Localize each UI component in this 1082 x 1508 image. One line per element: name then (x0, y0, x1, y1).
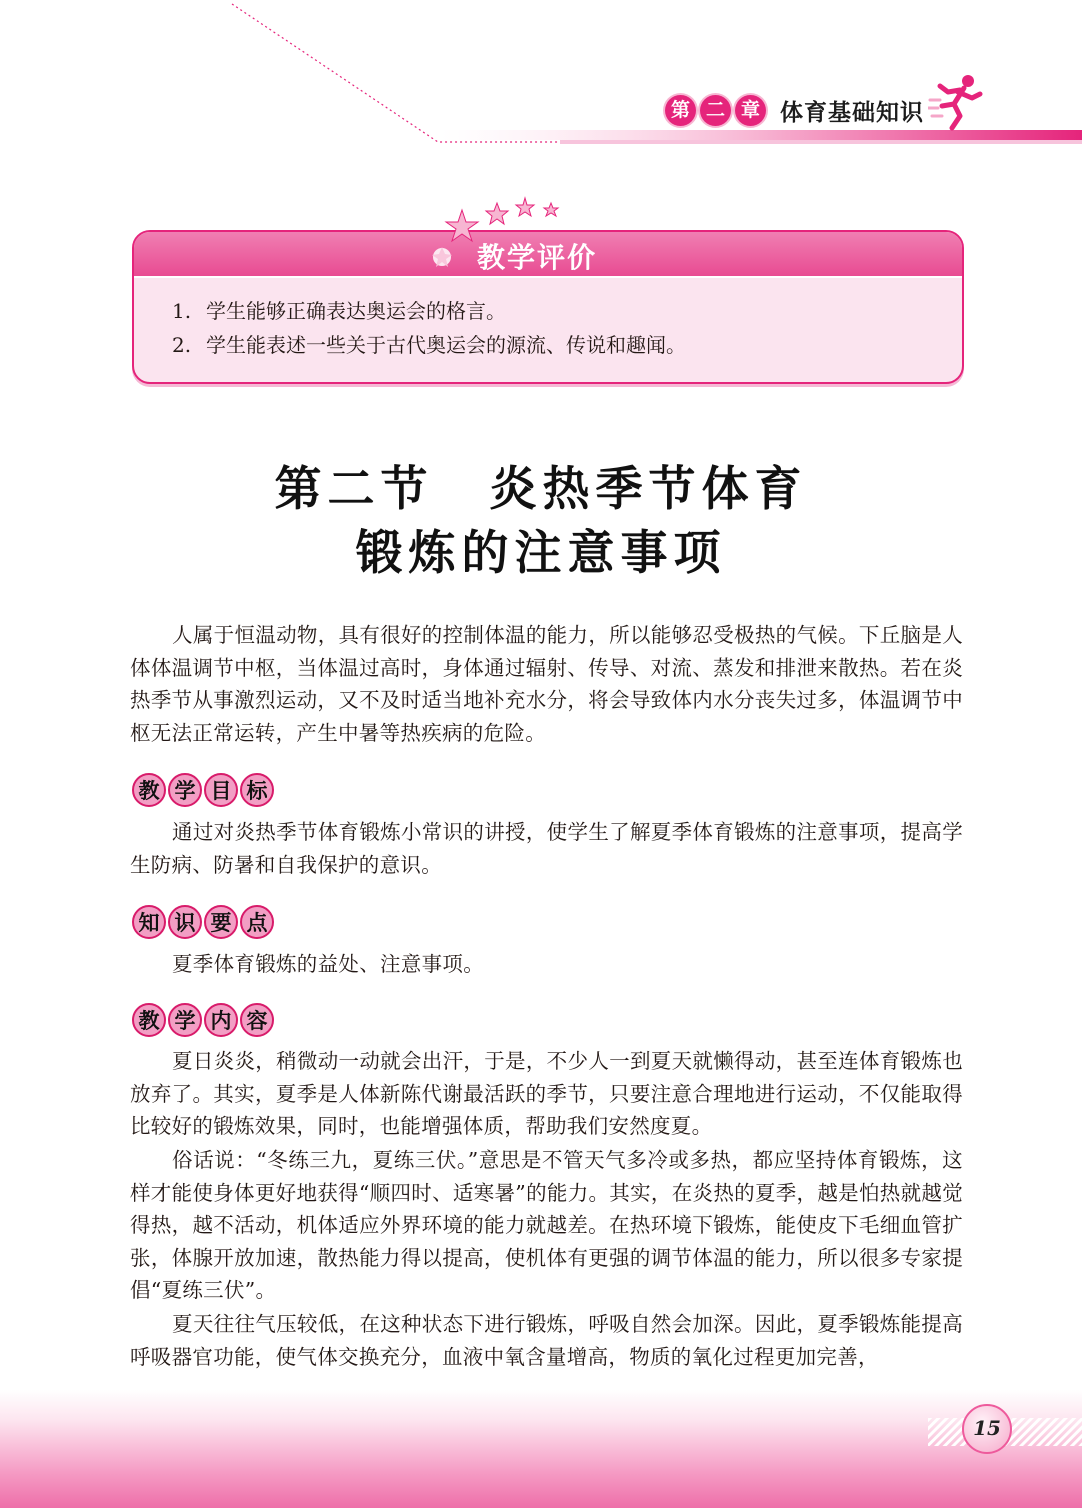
heading-char: 要 (204, 905, 238, 939)
item-number: 2. (172, 333, 192, 357)
chapter-char: 二 (700, 95, 731, 126)
evaluation-list (172, 294, 686, 362)
heading-char: 教 (132, 1003, 166, 1037)
chapter-title: 体育基础知识 (780, 99, 924, 126)
content-paragraph: 夏日炎炎，稍微动一动就会出汗，于是，不少人一到夏天就懒得动，甚至连体育锻炼也放弃了。其实，夏季是人体新陈代谢最活跃的季节，只要注意合理地进行运动，不仅能取得比较好的锻炼效果，同时，也能增强体质，帮助我们安然度夏。 (130, 1049, 963, 1138)
item-text: 学生能表述一些关于古代奥运会的源流、传说和趣闻。 (206, 333, 686, 357)
section-title-part: 炎热季节体育 (489, 462, 808, 517)
chapter-char: 第 (665, 95, 696, 126)
section-title (0, 458, 1082, 586)
item-text: 学生能够正确表达奥运会的格言。 (206, 299, 506, 323)
heading-char: 学 (168, 773, 202, 807)
chapter-header (665, 92, 924, 128)
goal-heading (132, 773, 274, 807)
runner-icon (928, 72, 988, 132)
intro-paragraph: 人属于恒温动物，具有很好的控制体温的能力，所以能够忍受极热的气候。下丘脑是人体体温调节中枢，当体温过高时，身体通过辐射、传导、对流、蒸发和排泄来散热。若在炎热季节从事激烈运动，又不及时适当地补充水分，将会导致体内水分丧失过多，体温调节中枢无法正常运转，产生中暑等热疾病的危险。 (130, 623, 963, 745)
heading-char: 容 (240, 1003, 274, 1037)
heading-char: 内 (204, 1003, 238, 1037)
heading-char: 点 (240, 905, 274, 939)
heading-char: 识 (168, 905, 202, 939)
evaluation-title: 教学评价 (477, 241, 598, 274)
heading-char: 学 (168, 1003, 202, 1037)
list-item (172, 294, 686, 328)
page-number: 15 (962, 1404, 1012, 1454)
keypoints-paragraph: 夏季体育锻炼的益处、注意事项。 (172, 952, 484, 976)
keypoints-heading (132, 905, 274, 939)
content-heading (132, 1003, 274, 1037)
footer-band (0, 1390, 1082, 1508)
heading-char: 教 (132, 773, 166, 807)
list-item (172, 328, 686, 362)
heading-char: 标 (240, 773, 274, 807)
goal-paragraph: 通过对炎热季节体育锻炼小常识的讲授，使学生了解夏季体育锻炼的注意事项，提高学生防病、防暑和自我保护的意识。 (130, 820, 963, 877)
content-paragraph: 俗话说：“冬练三九，夏练三伏。”意思是不管天气多冷或多热，都应坚持体育锻炼，这样才能使身体更好地获得“顺四时、适寒暑”的能力。其实，在炎热的夏季，越是怕热就越觉得热，越不活动，机体适应外界环境的能力就越差。在热环境下锻炼，能使皮下毛细血管扩张，体腺开放加速，散热能力得以提高，使机体有更强的调节体温的能力，所以很多专家提倡“夏练三伏”。 (130, 1148, 963, 1302)
heading-char: 知 (132, 905, 166, 939)
section-title-line1 (0, 458, 1082, 522)
chapter-char: 章 (735, 95, 766, 126)
content-paragraph: 夏天往往气压较低，在这种状态下进行锻炼，呼吸自然会加深。因此，夏季锻炼能提高呼吸器官功能，使气体交换充分，血液中氧含量增高，物质的氧化过程更加完善， (130, 1312, 963, 1369)
section-title-line2: 锻炼的注意事项 (355, 526, 727, 581)
item-number: 1. (172, 299, 192, 323)
section-number: 第二节 (274, 462, 434, 517)
heading-char: 目 (204, 773, 238, 807)
